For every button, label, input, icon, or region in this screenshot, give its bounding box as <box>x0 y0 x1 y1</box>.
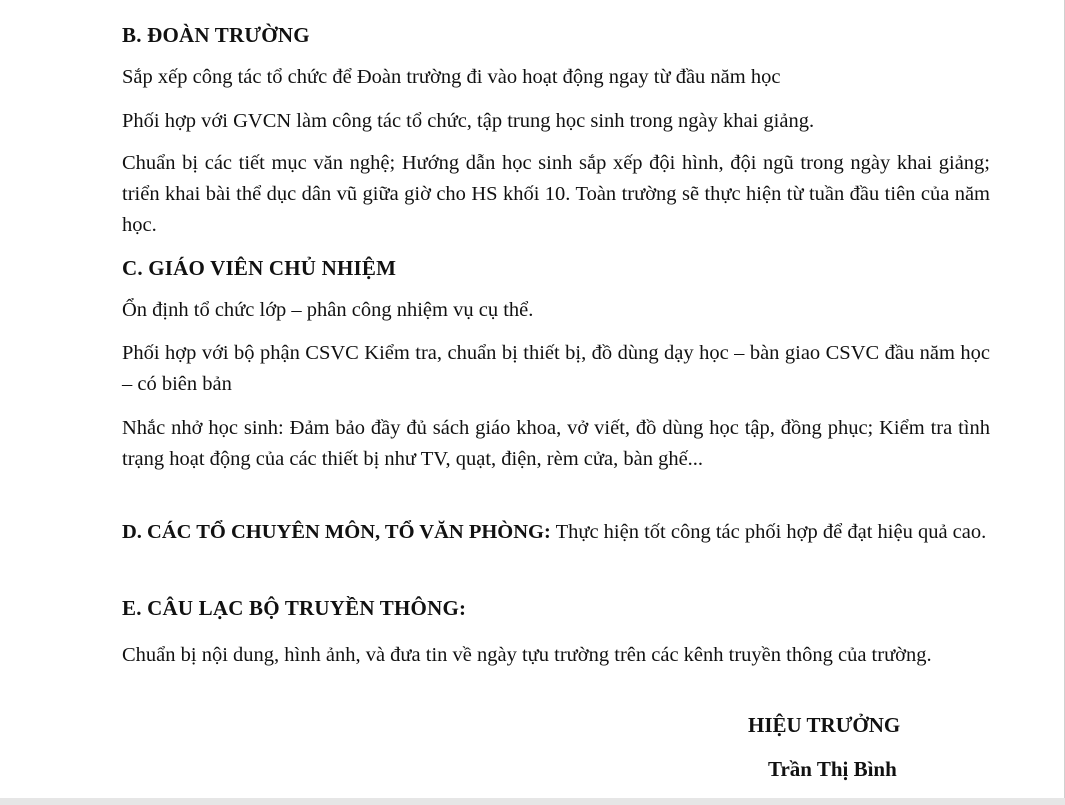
section-d-heading: D. CÁC TỔ CHUYÊN MÔN, TỔ VĂN PHÒNG: <box>122 521 551 543</box>
section-c-heading: C. GIÁO VIÊN CHỦ NHIỆM <box>122 256 397 280</box>
signature-title: HIỆU TRƯỞNG <box>748 713 901 737</box>
signature-name: Trần Thị Bình <box>768 757 897 781</box>
section-b-heading: B. ĐOÀN TRƯỜNG <box>122 23 310 47</box>
section-d-paragraph <box>122 517 990 548</box>
section-e-heading: E. CÂU LẠC BỘ TRUYỀN THÔNG: <box>122 596 467 620</box>
section-c-paragraph-3: Nhắc nhở học sinh: Đảm bảo đầy đủ sách giáo khoa, vở viết, đồ dùng học tập, đồng phục; Kiểm tra tình trạng hoạt động của các thiết bị như TV, quạt, điện, rèm cửa, bàn ghế... <box>122 417 990 470</box>
section-b-paragraph-1: Sắp xếp công tác tổ chức để Đoàn trường đi vào hoạt động ngay từ đầu năm học <box>122 66 781 88</box>
section-b-paragraph-2: Phối hợp với GVCN làm công tác tổ chức, tập trung học sinh trong ngày khai giảng. <box>122 110 815 132</box>
section-c-paragraph-1: Ổn định tổ chức lớp – phân công nhiệm vụ cụ thể. <box>122 299 534 321</box>
section-b-paragraph-3: Chuẩn bị các tiết mục văn nghệ; Hướng dẫn học sinh sắp xếp đội hình, đội ngũ trong ngày khai giảng; triển khai bài thể dục dân vũ giữa giờ cho HS khối 10. Toàn trường sẽ thực hiện từ tuần đầu tiên của năm học. <box>122 152 990 236</box>
page-bottom-gap <box>0 798 1065 805</box>
section-e-paragraph-1: Chuẩn bị nội dung, hình ảnh, và đưa tin về ngày tựu trường trên các kênh truyền thông của trường. <box>122 644 932 666</box>
section-c-paragraph-2: Phối hợp với bộ phận CSVC Kiểm tra, chuẩn bị thiết bị, đồ dùng dạy học – bàn giao CSVC đầu năm học – có biên bản <box>122 342 990 395</box>
section-d-text: Thực hiện tốt công tác phối hợp để đạt hiệu quả cao. <box>550 521 987 543</box>
